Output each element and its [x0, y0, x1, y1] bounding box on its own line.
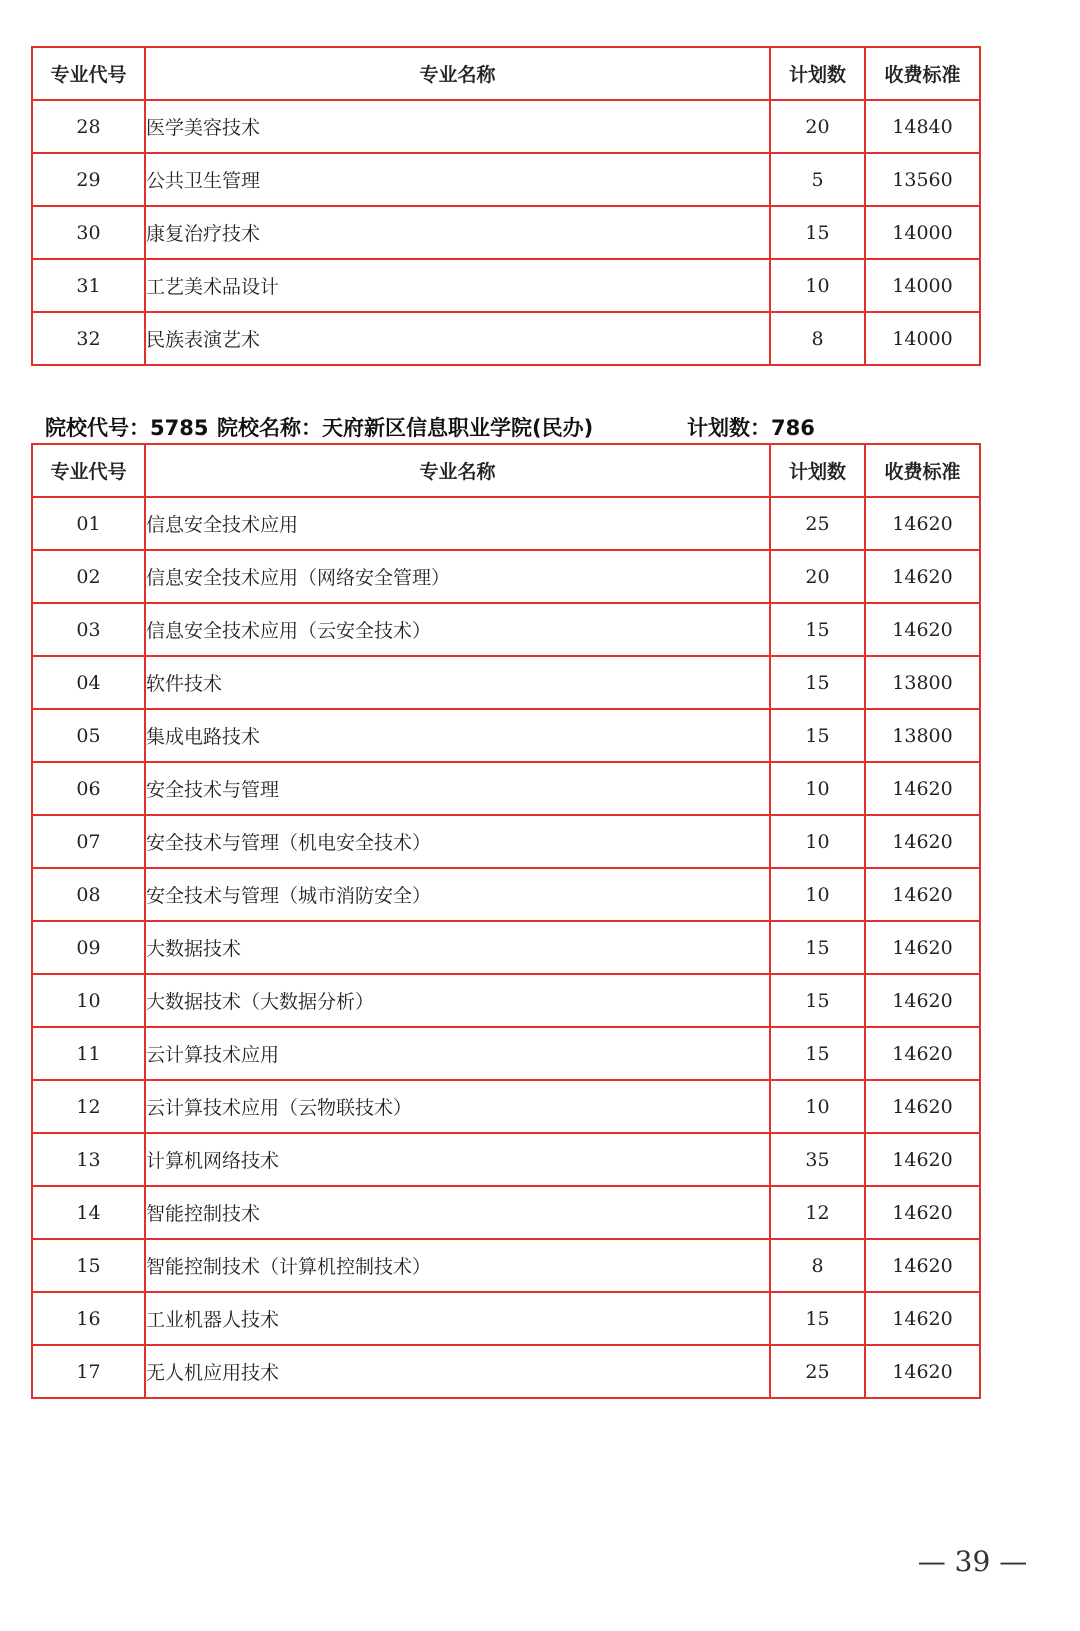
- school-plan-count: 计划数：786: [687, 416, 815, 440]
- table-row: [32, 709, 980, 762]
- cell-fee: 14620: [865, 1133, 980, 1186]
- cell-plan: 10: [770, 259, 865, 312]
- table-row: [32, 497, 980, 550]
- table-row: [32, 550, 980, 603]
- table-body-2: [32, 497, 980, 1398]
- cell-fee: 14620: [865, 550, 980, 603]
- cell-plan: 15: [770, 603, 865, 656]
- table-row: [32, 868, 980, 921]
- cell-plan: 15: [770, 921, 865, 974]
- table-header-row: [32, 444, 980, 497]
- cell-code: 05: [32, 709, 145, 762]
- cell-name: 安全技术与管理（机电安全技术）: [145, 815, 770, 868]
- cell-code: 06: [32, 762, 145, 815]
- cell-plan: 5: [770, 153, 865, 206]
- cell-plan: 25: [770, 497, 865, 550]
- table-row: [32, 656, 980, 709]
- cell-fee: 14620: [865, 815, 980, 868]
- table-row: [32, 1133, 980, 1186]
- cell-plan: 20: [770, 550, 865, 603]
- table-row: [32, 1027, 980, 1080]
- cell-name: 信息安全技术应用: [145, 497, 770, 550]
- cell-fee: 14000: [865, 312, 980, 365]
- majors-table-2: [31, 443, 981, 1399]
- cell-name: 公共卫生管理: [145, 153, 770, 206]
- cell-code: 28: [32, 100, 145, 153]
- table-row: [32, 815, 980, 868]
- cell-fee: 14000: [865, 206, 980, 259]
- cell-fee: 14620: [865, 921, 980, 974]
- cell-fee: 14620: [865, 497, 980, 550]
- cell-code: 29: [32, 153, 145, 206]
- cell-plan: 8: [770, 312, 865, 365]
- cell-name: 大数据技术（大数据分析）: [145, 974, 770, 1027]
- cell-plan: 15: [770, 656, 865, 709]
- cell-name: 集成电路技术: [145, 709, 770, 762]
- cell-plan: 15: [770, 206, 865, 259]
- cell-plan: 20: [770, 100, 865, 153]
- table-row: [32, 762, 980, 815]
- cell-code: 09: [32, 921, 145, 974]
- table-row: [32, 1186, 980, 1239]
- table-row: [32, 921, 980, 974]
- cell-code: 08: [32, 868, 145, 921]
- table-row: [32, 100, 980, 153]
- cell-name: 安全技术与管理（城市消防安全）: [145, 868, 770, 921]
- cell-code: 15: [32, 1239, 145, 1292]
- cell-fee: 14620: [865, 1027, 980, 1080]
- cell-plan: 12: [770, 1186, 865, 1239]
- table-header-row: [32, 47, 980, 100]
- majors-table-1: [31, 46, 981, 366]
- page-number: — 39 —: [917, 1545, 1028, 1578]
- cell-code: 32: [32, 312, 145, 365]
- cell-code: 14: [32, 1186, 145, 1239]
- cell-code: 16: [32, 1292, 145, 1345]
- cell-name: 智能控制技术: [145, 1186, 770, 1239]
- cell-code: 17: [32, 1345, 145, 1398]
- cell-plan: 15: [770, 1027, 865, 1080]
- cell-code: 04: [32, 656, 145, 709]
- table-row: [32, 1080, 980, 1133]
- table-row: [32, 206, 980, 259]
- cell-code: 12: [32, 1080, 145, 1133]
- cell-code: 10: [32, 974, 145, 1027]
- cell-fee: 13800: [865, 656, 980, 709]
- school-code: 院校代号：5785: [45, 416, 209, 440]
- cell-code: 07: [32, 815, 145, 868]
- cell-plan: 8: [770, 1239, 865, 1292]
- cell-fee: 14620: [865, 603, 980, 656]
- cell-plan: 15: [770, 974, 865, 1027]
- cell-plan: 10: [770, 868, 865, 921]
- cell-name: 安全技术与管理: [145, 762, 770, 815]
- table-row: [32, 1345, 980, 1398]
- cell-name: 民族表演艺术: [145, 312, 770, 365]
- cell-name: 工艺美术品设计: [145, 259, 770, 312]
- cell-fee: 13800: [865, 709, 980, 762]
- cell-name: 医学美容技术: [145, 100, 770, 153]
- table-row: [32, 1292, 980, 1345]
- cell-name: 大数据技术: [145, 921, 770, 974]
- table-row: [32, 1239, 980, 1292]
- cell-fee: 14000: [865, 259, 980, 312]
- cell-code: 13: [32, 1133, 145, 1186]
- table-row: [32, 312, 980, 365]
- cell-plan: 15: [770, 709, 865, 762]
- cell-name: 软件技术: [145, 656, 770, 709]
- cell-name: 智能控制技术（计算机控制技术）: [145, 1239, 770, 1292]
- cell-name: 信息安全技术应用（网络安全管理）: [145, 550, 770, 603]
- cell-fee: 14620: [865, 868, 980, 921]
- cell-code: 30: [32, 206, 145, 259]
- cell-fee: 13560: [865, 153, 980, 206]
- school-name: 院校名称：天府新区信息职业学院(民办): [217, 416, 594, 440]
- cell-fee: 14620: [865, 762, 980, 815]
- cell-name: 信息安全技术应用（云安全技术）: [145, 603, 770, 656]
- cell-name: 计算机网络技术: [145, 1133, 770, 1186]
- header-name: 专业名称: [145, 47, 770, 100]
- cell-fee: 14620: [865, 1292, 980, 1345]
- cell-plan: 10: [770, 762, 865, 815]
- cell-fee: 14620: [865, 974, 980, 1027]
- cell-plan: 10: [770, 815, 865, 868]
- cell-code: 11: [32, 1027, 145, 1080]
- cell-name: 云计算技术应用: [145, 1027, 770, 1080]
- cell-name: 无人机应用技术: [145, 1345, 770, 1398]
- cell-code: 03: [32, 603, 145, 656]
- header-plan: 计划数: [770, 444, 865, 497]
- cell-name: 康复治疗技术: [145, 206, 770, 259]
- cell-name: 工业机器人技术: [145, 1292, 770, 1345]
- table-row: [32, 974, 980, 1027]
- cell-plan: 10: [770, 1080, 865, 1133]
- cell-name: 云计算技术应用（云物联技术）: [145, 1080, 770, 1133]
- header-plan: 计划数: [770, 47, 865, 100]
- header-code: 专业代号: [32, 444, 145, 497]
- table-row: [32, 259, 980, 312]
- header-fee: 收费标准: [865, 444, 980, 497]
- table-row: [32, 153, 980, 206]
- cell-plan: 15: [770, 1292, 865, 1345]
- school-info-line: [45, 412, 945, 446]
- table-body-1: [32, 100, 980, 365]
- cell-fee: 14620: [865, 1345, 980, 1398]
- cell-code: 01: [32, 497, 145, 550]
- cell-plan: 25: [770, 1345, 865, 1398]
- cell-plan: 35: [770, 1133, 865, 1186]
- header-fee: 收费标准: [865, 47, 980, 100]
- cell-code: 31: [32, 259, 145, 312]
- cell-code: 02: [32, 550, 145, 603]
- header-code: 专业代号: [32, 47, 145, 100]
- table-row: [32, 603, 980, 656]
- cell-fee: 14620: [865, 1239, 980, 1292]
- header-name: 专业名称: [145, 444, 770, 497]
- cell-fee: 14620: [865, 1080, 980, 1133]
- cell-fee: 14620: [865, 1186, 980, 1239]
- cell-fee: 14840: [865, 100, 980, 153]
